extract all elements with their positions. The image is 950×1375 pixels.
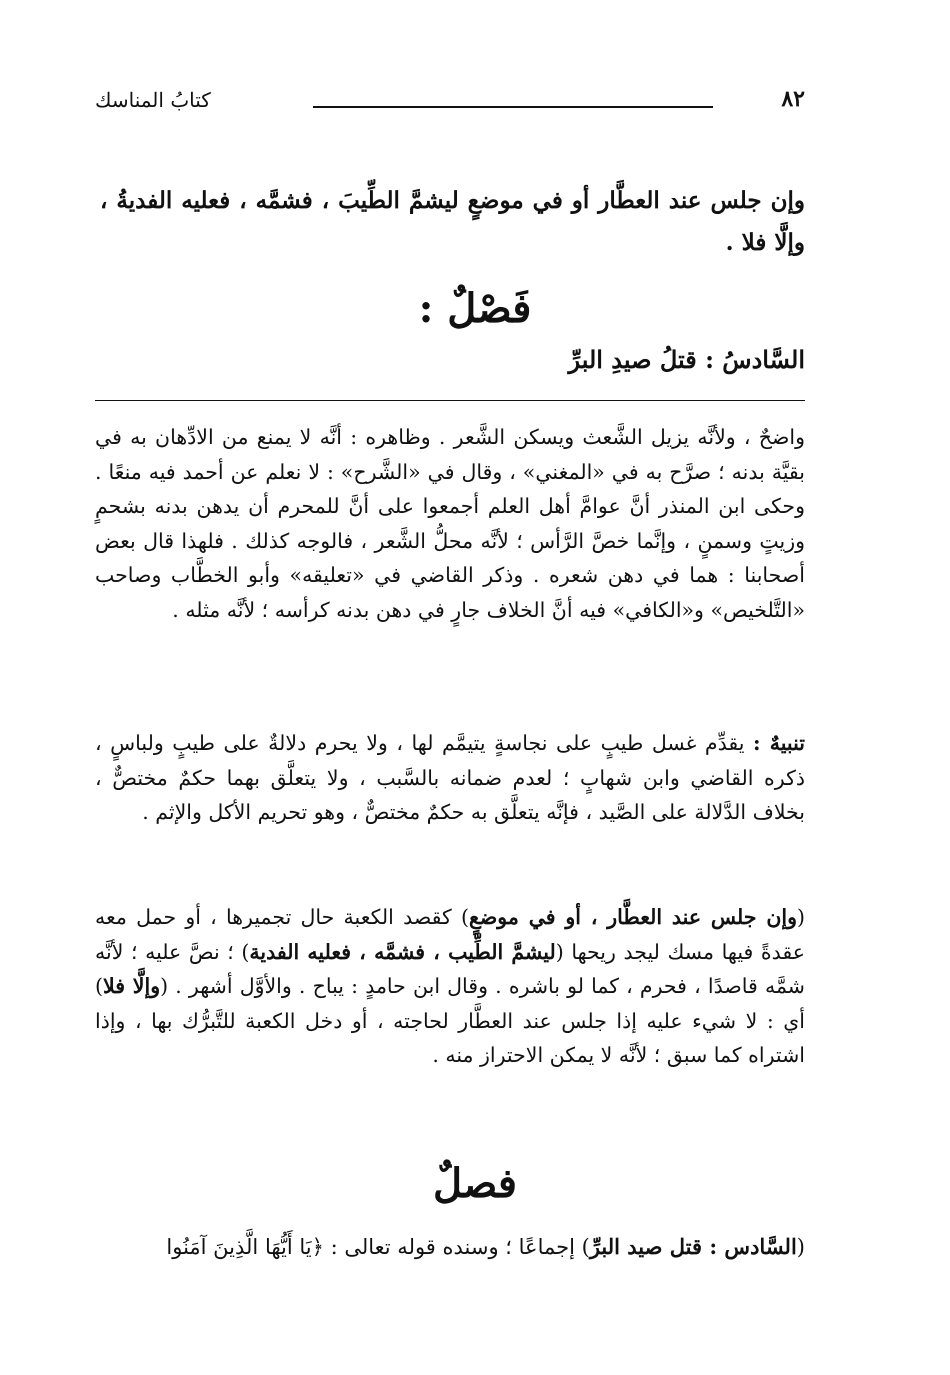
page-number: ٨٢ bbox=[781, 86, 805, 112]
sharh-paragraph-1: واضحٌ ، ولأنَّه يزيل الشَّعث ويسكن الشَّعر . وظاهره : أنَّه لا يمنع من الادِّهان به في بقيَّة بدنه ؛ صرَّح به في «المغني» ، وقال في «الشَّرح» : لا نعلم عن أحمد فيه منعًا . وحكى ابن المنذر أنَّ عوامَّ أهل العلم أجمعوا على أنَّ للمحرم أن يدهن بدنه بشحمٍ وزيتٍ وسمنٍ ، وإنَّما خصَّ الرَّأس ؛ لأنَّه محلُّ الشَّعر ، فالوجه كذلك . فلهذا قال بعض أصحابنا : هما في دهن شعره . وذكر القاضي في «تعليقه» وأبو الخطَّاب وصاحب «التَّلخيص» و«الكافي» فيه أنَّ الخلاف جارٍ في دهن بدنه كرأسه ؛ لأنَّه مثله . bbox=[95, 425, 805, 622]
fasl-heading-2: فصلٌ bbox=[432, 1160, 518, 1207]
p4-seg-1: ( bbox=[796, 1235, 805, 1259]
running-title: كتابُ المناسك bbox=[95, 88, 211, 112]
fasl-heading-1: فَصْلٌ : bbox=[418, 285, 532, 332]
p3-seg-2: ) كقصد الكعبة حال تجميرها ، أو حمل معه عقدةً فيها مسك ليجد ريحها ( bbox=[95, 905, 806, 964]
p3-bold-3: وإلَّا فلا bbox=[103, 974, 161, 998]
p3-bold-2: ليشمَّ الطِّيب ، فشمَّه ، فعليه الفدية bbox=[249, 939, 556, 964]
p4-seg-2: ) إجماعًا ؛ وسنده قوله تعالى : ﴿يَا أَيُّهَا الَّذِينَ آمَنُوا bbox=[166, 1235, 590, 1259]
matn-sharh-divider bbox=[95, 400, 805, 401]
header-rule bbox=[313, 106, 713, 108]
p3-seg-1: ( bbox=[797, 905, 805, 929]
section-title: السَّادسُ : قتلُ صيدِ البرِّ bbox=[568, 345, 805, 374]
matn-text: وإن جلس عند العطَّار أو في موضعٍ ليشمَّ الطِّيبَ ، فشمَّه ، فعليه الفديةُ ، وإلَّا فلا . bbox=[100, 187, 805, 256]
sharh-paragraph-3 bbox=[95, 900, 805, 1073]
sharh-paragraph-4 bbox=[95, 1230, 805, 1265]
p3-bold-1: وإن جلس عند العطَّار ، أو في موضعٍ bbox=[468, 905, 797, 929]
sharh-paragraph-2 bbox=[95, 726, 805, 830]
p4-bold-1: السَّادس : قتل صيد البرِّ bbox=[589, 1234, 797, 1259]
p3-seg-3: ) ؛ نصَّ عليه ؛ لأنَّه شمَّه قاصدًا ، فحرم ، كما لو باشره . وقال ابن حامدٍ : يباح . والأوَّل أشهر . ( bbox=[95, 939, 805, 998]
p3-seg-4: ) أي : لا شيء عليه إذا جلس عند العطَّار لحاجته ، أو دخل الكعبة للتَّبرُّك بها ، وإذا اشتراه كما سبق ؛ لأنَّه لا يمكن الاحتراز منه . bbox=[95, 974, 805, 1067]
page-header bbox=[95, 88, 805, 122]
tanbih-label: تنبيهٌ : bbox=[753, 731, 805, 755]
tanbih-text: يقدِّم غسل طيبٍ على نجاسةٍ يتيمَّم لها ، ولا يحرم دلالةٌ على طيبٍ ولباسٍ ، ذكره القاضي وابن شهابٍ ؛ لعدم ضمانه بالسَّبب ، ولا يتعلَّق بهما حكمٌ مختصٌّ ، بخلاف الدَّلالة على الصَّيد ، فإنَّه يتعلَّق به حكمٌ مختصٌّ ، وهو تحريم الأكل والإثم . bbox=[95, 731, 805, 824]
